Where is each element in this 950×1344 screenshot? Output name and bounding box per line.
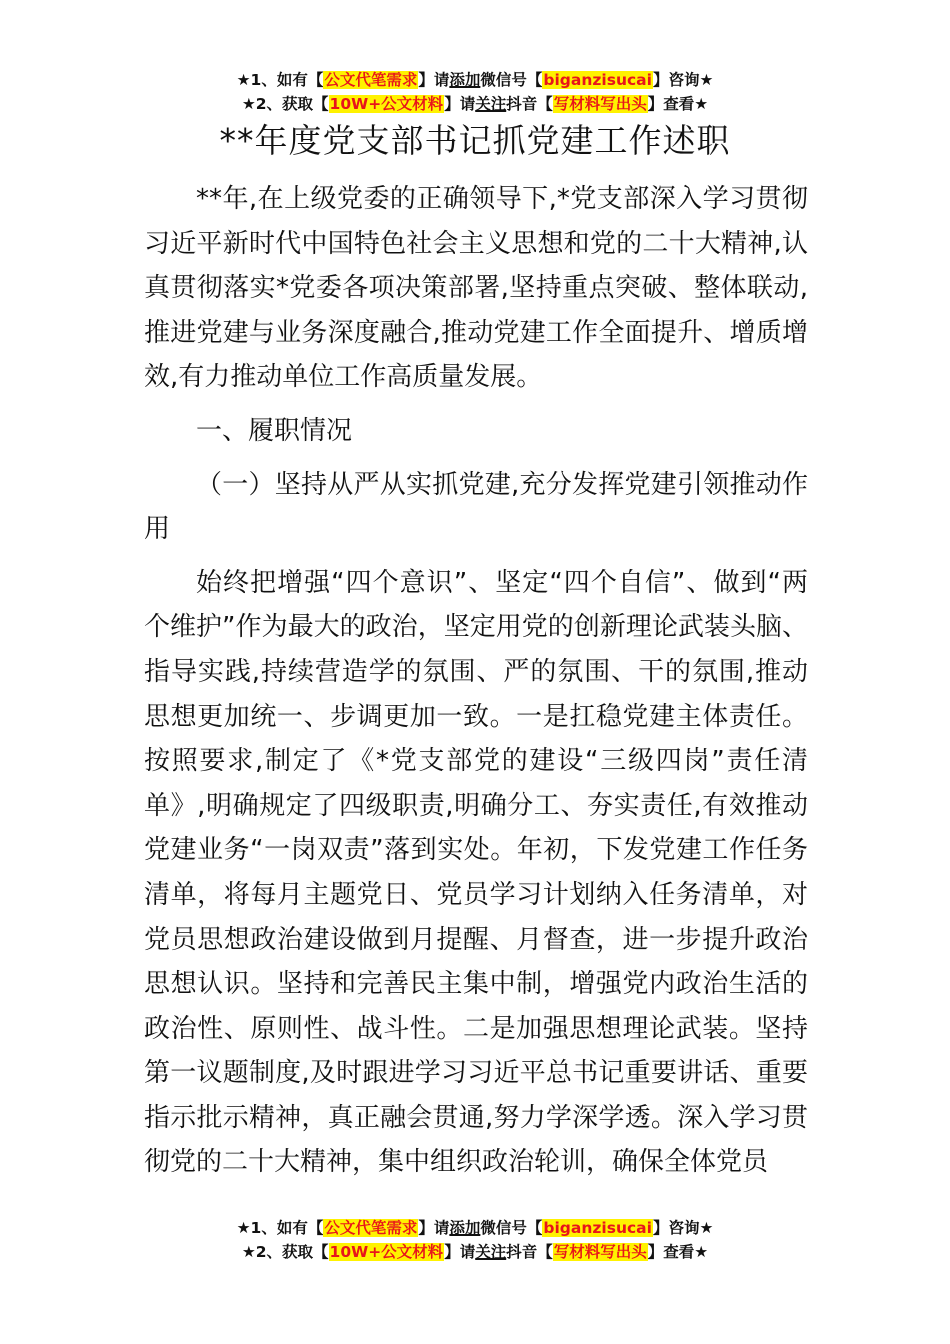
banner-line-2 [0, 1240, 950, 1264]
intro-paragraph: **年,在上级党委的正确领导下,*党支部深入学习贯彻习近平新时代中国特色社会主义思想和党的二十大精神,认真贯彻落实*党委各项决策部署,坚持重点突破、整体联动,推进党建与业务深度融合,推动党建工作全面提升、增质增效,有力推动单位工作高质量发展。 [144, 184, 808, 393]
banner-text: 】查看★ [647, 95, 709, 113]
banner-text: 微信号【 [480, 71, 543, 89]
banner-text: ★2、获取【 [241, 95, 329, 113]
banner-text: ★2、获取【 [241, 1243, 329, 1261]
subsection-heading: （一）坚持从严从实抓党建,充分发挥党建引领推动作用 [144, 469, 808, 545]
document-body [144, 177, 808, 1185]
banner-highlight: 公文代笔需求 [324, 1219, 418, 1237]
banner-highlight: 写材料写出头 [553, 1243, 647, 1261]
banner-text: 】请 [444, 95, 476, 113]
banner-underline: 添加 [449, 71, 481, 89]
banner-line-1 [0, 68, 950, 92]
banner-text: 】请 [418, 71, 450, 89]
banner-text: 】请 [444, 1243, 476, 1261]
document-title: **年度党支部书记抓党建工作述职 [219, 121, 731, 160]
banner-line-1 [0, 1216, 950, 1240]
banner-highlight: 10W+公文材料 [329, 95, 444, 113]
banner-text: 抖音【 [506, 95, 553, 113]
banner-highlight: 写材料写出头 [553, 95, 647, 113]
banner-line-2 [0, 92, 950, 116]
banner-highlight: biganzisucai [543, 1219, 652, 1237]
body-paragraph: 始终把增强“四个意识”、坚定“四个自信”、做到“两个维护”作为最大的政治，坚定用党的创新理论武装头脑、指导实践,持续营造学的氛围、严的氛围、干的氛围,推动思想更加统一、步调更加一致。一是扛稳党建主体责任。按照要求,制定了《*党支部党的建设“三级四岗”责任清单》,明确规定了四级职责,明确分工、夯实责任,有效推动党建业务“一岗双责”落到实处。年初，下发党建工作任务清单，将每月主题党日、党员学习计划纳入任务清单，对党员思想政治建设做到月提醒、月督查，进一步提升政治思想认识。坚持和完善民主集中制，增强党内政治生活的政治性、原则性、战斗性。二是加强思想理论武装。坚持第一议题制度,及时跟进学习习近平总书记重要讲话、重要指示批示精神，真正融会贯通,努力学深学透。深入学习贯彻党的二十大精神，集中组织政治轮训，确保全体党员 [144, 567, 808, 1178]
banner-text: ★1、如有【 [236, 71, 324, 89]
footer-banner [0, 1216, 950, 1264]
banner-underline: 添加 [449, 1219, 481, 1237]
banner-highlight: 10W+公文材料 [329, 1243, 444, 1261]
banner-underline: 关注 [475, 1243, 507, 1261]
banner-text: 】查看★ [647, 1243, 709, 1261]
banner-highlight: 公文代笔需求 [324, 71, 418, 89]
banner-text: ★1、如有【 [236, 1219, 324, 1237]
banner-underline: 关注 [475, 95, 507, 113]
banner-text: 微信号【 [480, 1219, 543, 1237]
banner-highlight: biganzisucai [543, 71, 652, 89]
section-heading: 一、履职情况 [196, 415, 353, 446]
banner-text: 】请 [418, 1219, 450, 1237]
header-banner [0, 68, 950, 116]
banner-text: 】咨询★ [652, 71, 714, 89]
banner-text: 】咨询★ [652, 1219, 714, 1237]
banner-text: 抖音【 [506, 1243, 553, 1261]
